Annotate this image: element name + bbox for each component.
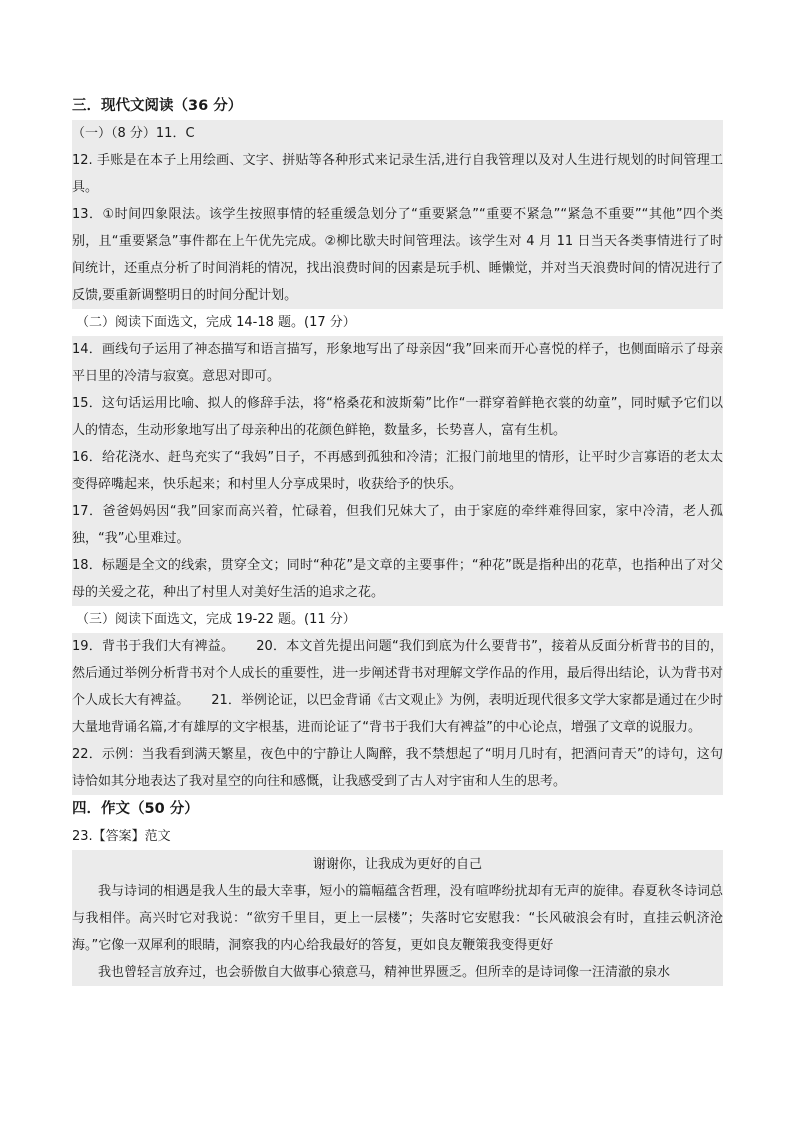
answer-q15: 15．这句话运用比喻、拟人的修辞手法，将“格桑花和波斯菊”比作“一群穿着鲜艳衣裳的幼童”，同时赋予它们以人的情态，生动形象地写出了母亲种出的花颜色鲜艳，数量多，长势喜人，富有生机。 <box>72 396 723 438</box>
answer-q20: 20．本文首先提出问题“我们到底为什么要背书”，接着从反面分析背书的目的，然后通过举例分析背书对个人成长的重要性，进一步阐述背书对理解文学作品的作用，最后得出结论，认为背书对个人成长大有裨益。 <box>72 639 724 708</box>
answer-q16: 16．给花浇水、赶鸟充实了“我妈”日子，不再感到孤独和冷清；汇报门前地里的情形，让平时少言寡语的老太太变得碎嘴起来，快乐起来；和村里人分享成果时，收获给予的快乐。 <box>72 450 723 492</box>
part1-header: （一）（8 分）11．C <box>72 126 195 141</box>
q23-label: 23.【答案】范文 <box>72 829 171 844</box>
answer-q19: 19．背书于我们大有裨益。 <box>72 639 235 654</box>
answer-q18: 18．标题是全文的线索，贯穿全文；同时“种花”是文章的主要事件；“种花”既是指种出的花草，也指种出了对父母的关爱之花，种出了村里人对美好生活的追求之花。 <box>72 558 723 600</box>
answer-q12: 12. 手账是在本子上用绘画、文字、拼贴等各种形式来记录生活,进行自我管理以及对人生进行规划的时间管理工具。 <box>72 153 723 195</box>
part3-header: （三）阅读下面选文，完成 19-22 题。(11 分） <box>76 612 356 627</box>
part2-header: （二）阅读下面选文，完成 14-18 题。(17 分） <box>76 315 356 330</box>
essay-paragraph-1: 我与诗词的相遇是我人生的最大幸事，短小的篇幅蕴含哲理，没有喧哗纷扰却有无声的旋律。春夏秋冬诗词总与我相伴。高兴时它对我说：“欲穷千里目，更上一层楼”；失落时它安慰我：“长风破浪会有时，直挂云帆济沧海。”它像一双犀利的眼睛，洞察我的内心给我最好的答复，更如良友鞭策我变得更好 <box>72 884 723 953</box>
answer-q13: 13．①时间四象限法。该学生按照事情的轻重缓急划分了“重要紧急”“重要不紧急”“紧急不重要”“其他”四个类别，且“重要紧急”事件都在上午优先完成。②柳比歇夫时间管理法。该学生对 4 月 11 日当天各类事情进行了时间统计，还重点分析了时间消耗的情况，找出浪费时间的因素是玩手机、睡懒觉，并对当天浪费时间的情况进行了反馈,要重新调整明日的时间分配计划。 <box>72 207 723 303</box>
section-4-title: 四．作文（50 分） <box>72 801 199 817</box>
sample-essay <box>72 850 723 986</box>
answer-q19-22 <box>72 633 723 795</box>
answer-q14: 14．画线句子运用了神态描写和语言描写，形象地写出了母亲因“我”回来而开心喜悦的样子，也侧面暗示了母亲平日里的冷清与寂寞。意思对即可。 <box>72 342 723 384</box>
answer-q22: 22．示例：当我看到满天繁星，夜色中的宁静让人陶醉，我不禁想起了“明月几时有，把酒问青天”的诗句，这句诗恰如其分地表达了我对星空的向往和感慨，让我感受到了古人对宇宙和人生的思考。 <box>72 747 723 789</box>
answer-q17: 17．爸爸妈妈因“我”回家而高兴着，忙碌着，但我们兄妹大了，由于家庭的牵绊难得回家，家中冷清，老人孤独，“我”心里难过。 <box>72 504 723 546</box>
essay-paragraph-2: 我也曾轻言放弃过，也会骄傲自大做事心猿意马，精神世界匮乏。但所幸的是诗词像一汪清澈的泉水 <box>98 965 671 980</box>
answer-block-part1 <box>72 120 723 309</box>
answer-content <box>72 92 723 986</box>
essay-title: 谢谢你，让我成为更好的自己 <box>312 857 482 872</box>
section-3-title: 三．现代文阅读（36 分） <box>72 98 243 114</box>
answer-q21: 21．举例论证，以巴金背诵《古文观止》为例，表明近现代很多文学大家都是通过在少时大量地背诵名篇,才有雄厚的文字根基，进而论证了“背书于我们大有裨益”的中心论点，增强了文章的说服力。 <box>72 693 723 735</box>
answer-block-part3 <box>72 633 723 795</box>
answer-block-part2 <box>72 336 723 606</box>
